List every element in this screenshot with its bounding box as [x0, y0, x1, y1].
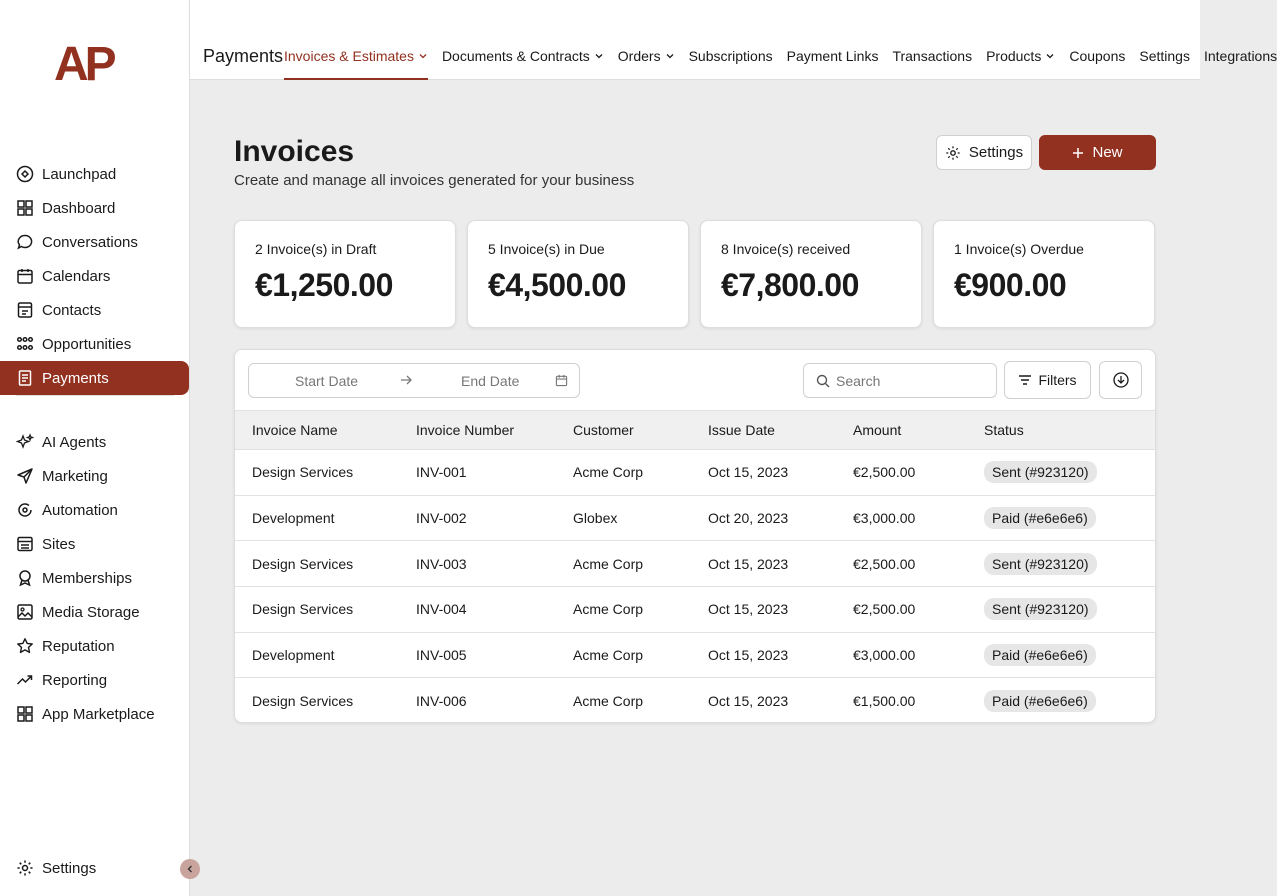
sidebar-item-label: Conversations	[42, 233, 138, 251]
settings-button[interactable]	[936, 135, 1032, 170]
sidebar-item-conversations[interactable]	[0, 225, 190, 259]
sidebar-item-label: Marketing	[42, 467, 108, 485]
tab-documents-contracts[interactable]	[442, 48, 604, 80]
chevron-down-icon	[665, 51, 675, 61]
tab-label: Orders	[617, 48, 661, 64]
cell-invoice-number: INV-005	[416, 647, 467, 664]
sidebar-item-label: Launchpad	[42, 165, 117, 183]
sidebar-item-contacts[interactable]	[0, 293, 190, 327]
cell-customer: Acme Corp	[573, 464, 644, 481]
sparkle-icon	[16, 433, 34, 451]
sidebar-item-label: Reporting	[42, 671, 108, 689]
download-icon	[1113, 372, 1129, 388]
collapse-sidebar-button[interactable]	[180, 859, 200, 879]
table-row[interactable]	[235, 587, 1155, 633]
status-badge: Sent (#923120)	[984, 553, 1097, 575]
column-header-amount[interactable]: Amount	[853, 422, 902, 438]
cell-amount: €2,500.00	[853, 601, 916, 618]
cell-invoice-name: Design Services	[252, 464, 354, 481]
cell-amount: €2,500.00	[853, 464, 916, 481]
tab-label: Payment Links	[786, 48, 879, 64]
cell-invoice-name: Design Services	[252, 601, 354, 618]
cell-invoice-number: INV-002	[416, 510, 467, 527]
cell-issue-date: Oct 15, 2023	[708, 464, 789, 481]
search-box	[803, 363, 997, 398]
new-button-label: New	[1092, 144, 1123, 161]
sidebar-item-launchpad[interactable]	[0, 157, 190, 191]
table-row[interactable]	[235, 495, 1155, 541]
send-icon	[16, 467, 34, 485]
card-label: 2 Invoice(s) in Draft	[255, 241, 377, 257]
tab-bar	[284, 48, 1277, 80]
filters-button[interactable]	[1004, 361, 1091, 399]
sidebar-item-label: Reputation	[42, 637, 115, 655]
gear-icon	[16, 859, 34, 877]
tab-settings[interactable]	[1139, 48, 1190, 80]
tab-label: Products	[986, 48, 1042, 64]
sidebar-item-settings[interactable]	[0, 851, 190, 885]
column-header-invoice-name[interactable]: Invoice Name	[252, 422, 338, 438]
cell-invoice-number: INV-001	[416, 464, 467, 481]
chevron-down-icon	[1045, 51, 1055, 61]
sidebar-item-calendars[interactable]	[0, 259, 190, 293]
apps-icon	[16, 705, 34, 723]
sidebar-item-label: Contacts	[42, 301, 102, 319]
sidebar-item-label: Media Storage	[42, 603, 140, 621]
badge-icon	[16, 569, 34, 587]
chevron-left-icon	[185, 864, 195, 874]
sidebar-item-label: AI Agents	[42, 433, 107, 451]
end-date-input[interactable]: End Date	[461, 372, 520, 389]
sidebar-item-marketing[interactable]	[0, 459, 190, 493]
sites-icon	[16, 535, 34, 553]
cell-issue-date: Oct 20, 2023	[708, 510, 789, 527]
main-content	[190, 81, 1200, 896]
section-title: Payments	[203, 46, 284, 66]
summary-card-due[interactable]	[467, 220, 689, 328]
sidebar-item-ai-agents[interactable]	[0, 425, 190, 459]
sidebar-item-payments[interactable]	[0, 361, 189, 395]
receipt-icon	[16, 369, 34, 387]
tab-products[interactable]	[986, 48, 1055, 80]
summary-card-overdue[interactable]	[933, 220, 1155, 328]
new-invoice-button[interactable]	[1039, 135, 1156, 170]
sidebar-item-reputation[interactable]	[0, 629, 190, 663]
arrow-right-icon	[399, 373, 413, 387]
invoices-table-panel	[234, 349, 1156, 723]
calendar-icon	[555, 374, 568, 387]
cell-issue-date: Oct 15, 2023	[708, 693, 789, 710]
cell-status	[984, 450, 1155, 496]
card-label: 1 Invoice(s) Overdue	[954, 241, 1084, 257]
trend-icon	[16, 671, 34, 689]
cell-amount: €3,000.00	[853, 647, 916, 664]
filter-icon	[1018, 373, 1032, 387]
invoices-table	[235, 410, 1155, 724]
search-input[interactable]	[836, 373, 986, 389]
cell-customer: Globex	[573, 510, 618, 527]
settings-button-label: Settings	[968, 144, 1024, 161]
tab-label: Integrations	[1203, 48, 1277, 64]
cell-status	[984, 632, 1155, 678]
cell-amount: €3,000.00	[853, 510, 916, 527]
sidebar-item-label: App Marketplace	[42, 705, 155, 723]
search-icon	[816, 374, 830, 388]
table-header-row	[235, 411, 1155, 450]
sidebar-item-opportunities[interactable]	[0, 327, 190, 361]
sidebar-item-reporting[interactable]	[0, 663, 190, 697]
summary-cards	[234, 220, 1155, 328]
status-badge: Sent (#923120)	[984, 461, 1097, 483]
card-label: 5 Invoice(s) in Due	[488, 241, 605, 257]
tab-label: Documents & Contracts	[441, 48, 590, 64]
opportunities-icon	[16, 335, 34, 353]
cell-invoice-number: INV-006	[416, 693, 467, 710]
automation-icon	[16, 501, 34, 519]
cell-invoice-name: Development	[252, 647, 335, 664]
cell-status	[984, 678, 1155, 724]
tab-label: Coupons	[1069, 48, 1126, 64]
cell-status	[984, 495, 1155, 541]
plus-icon	[1072, 147, 1084, 159]
contacts-icon	[16, 301, 34, 319]
chat-bubble-icon	[16, 233, 34, 251]
cell-customer: Acme Corp	[573, 693, 644, 710]
card-value: €1,250.00	[255, 267, 393, 303]
dashboard-icon	[16, 199, 34, 217]
sidebar-item-label: Dashboard	[42, 199, 116, 217]
column-header-status[interactable]: Status	[984, 422, 1024, 438]
cell-issue-date: Oct 15, 2023	[708, 647, 789, 664]
gear-icon	[945, 145, 961, 161]
tab-coupons[interactable]	[1069, 48, 1125, 80]
chevron-down-icon	[594, 51, 604, 61]
sidebar-item-label: Settings	[42, 859, 97, 877]
cell-invoice-number: INV-003	[416, 555, 467, 572]
summary-card-draft[interactable]	[234, 220, 456, 328]
table-row[interactable]	[235, 678, 1155, 724]
cell-status	[984, 587, 1155, 633]
column-header-invoice-number[interactable]: Invoice Number	[416, 422, 515, 438]
sidebar-item-automation[interactable]	[0, 493, 190, 527]
tab-label: Transactions	[892, 48, 973, 64]
launchpad-icon	[16, 165, 34, 183]
sidebar	[0, 0, 190, 896]
page-subtitle: Create and manage all invoices generated for your business	[234, 172, 635, 189]
sidebar-nav-secondary	[0, 425, 190, 731]
sidebar-item-sites[interactable]	[0, 527, 190, 561]
calendar-icon	[16, 267, 34, 285]
status-badge: Paid (#e6e6e6)	[984, 644, 1096, 666]
sidebar-nav-primary	[0, 157, 190, 395]
sidebar-item-memberships[interactable]	[0, 561, 190, 595]
status-badge: Sent (#923120)	[984, 598, 1097, 620]
page-title: Invoices	[234, 135, 355, 168]
tab-label: Settings	[1139, 48, 1190, 64]
sidebar-item-label: Calendars	[42, 267, 111, 285]
sidebar-item-label: Automation	[42, 501, 118, 519]
sidebar-item-media-storage[interactable]	[0, 595, 190, 629]
cell-invoice-name: Design Services	[252, 693, 354, 710]
tab-orders[interactable]	[618, 48, 675, 80]
sidebar-item-label: Memberships	[42, 569, 133, 587]
status-badge: Paid (#e6e6e6)	[984, 507, 1096, 529]
tab-subscriptions[interactable]	[689, 48, 773, 80]
cell-customer: Acme Corp	[573, 601, 644, 618]
chevron-down-icon	[418, 51, 428, 61]
summary-card-received[interactable]	[700, 220, 922, 328]
tab-payment-links[interactable]	[787, 48, 879, 80]
cell-invoice-number: INV-004	[416, 601, 467, 618]
sidebar-item-dashboard[interactable]	[0, 191, 190, 225]
tab-transactions[interactable]	[892, 48, 972, 80]
top-navigation	[190, 0, 1277, 80]
column-header-issue-date[interactable]: Issue Date	[708, 422, 775, 438]
column-header-customer[interactable]: Customer	[573, 422, 634, 438]
card-label: 8 Invoice(s) received	[721, 241, 851, 257]
cell-issue-date: Oct 15, 2023	[708, 555, 789, 572]
svg-text:AP: AP	[54, 38, 113, 91]
card-value: €7,800.00	[721, 267, 859, 303]
cell-issue-date: Oct 15, 2023	[708, 601, 789, 618]
sidebar-item-label: Opportunities	[42, 335, 132, 353]
tab-label: Subscriptions	[688, 48, 773, 64]
tab-label: Invoices & Estimates	[284, 48, 414, 64]
cell-customer: Acme Corp	[573, 555, 644, 572]
sidebar-item-app-marketplace[interactable]	[0, 697, 190, 731]
sidebar-divider	[16, 395, 174, 396]
tab-invoices-estimates[interactable]	[284, 48, 428, 80]
table-row[interactable]	[235, 632, 1155, 678]
sidebar-item-label: Sites	[42, 535, 76, 553]
cell-amount: €1,500.00	[853, 693, 916, 710]
filters-label: Filters	[1038, 372, 1077, 388]
card-value: €4,500.00	[488, 267, 626, 303]
date-range-picker[interactable]	[248, 363, 580, 398]
star-icon	[16, 637, 34, 655]
cell-invoice-name: Design Services	[252, 555, 354, 572]
sidebar-settings	[0, 851, 190, 885]
image-icon	[16, 603, 34, 621]
card-value: €900.00	[954, 267, 1067, 303]
sidebar-item-label: Payments	[42, 369, 109, 387]
cell-status	[984, 541, 1155, 587]
table-toolbar	[235, 350, 1155, 410]
cell-invoice-name: Development	[252, 510, 335, 527]
start-date-input[interactable]: Start Date	[295, 372, 359, 389]
app-logo[interactable]	[54, 38, 138, 91]
tab-integrations[interactable]	[1204, 48, 1277, 80]
status-badge: Paid (#e6e6e6)	[984, 690, 1096, 712]
table-row[interactable]	[235, 541, 1155, 587]
cell-amount: €2,500.00	[853, 555, 916, 572]
table-row[interactable]	[235, 450, 1155, 496]
cell-customer: Acme Corp	[573, 647, 644, 664]
download-button[interactable]	[1099, 361, 1142, 399]
